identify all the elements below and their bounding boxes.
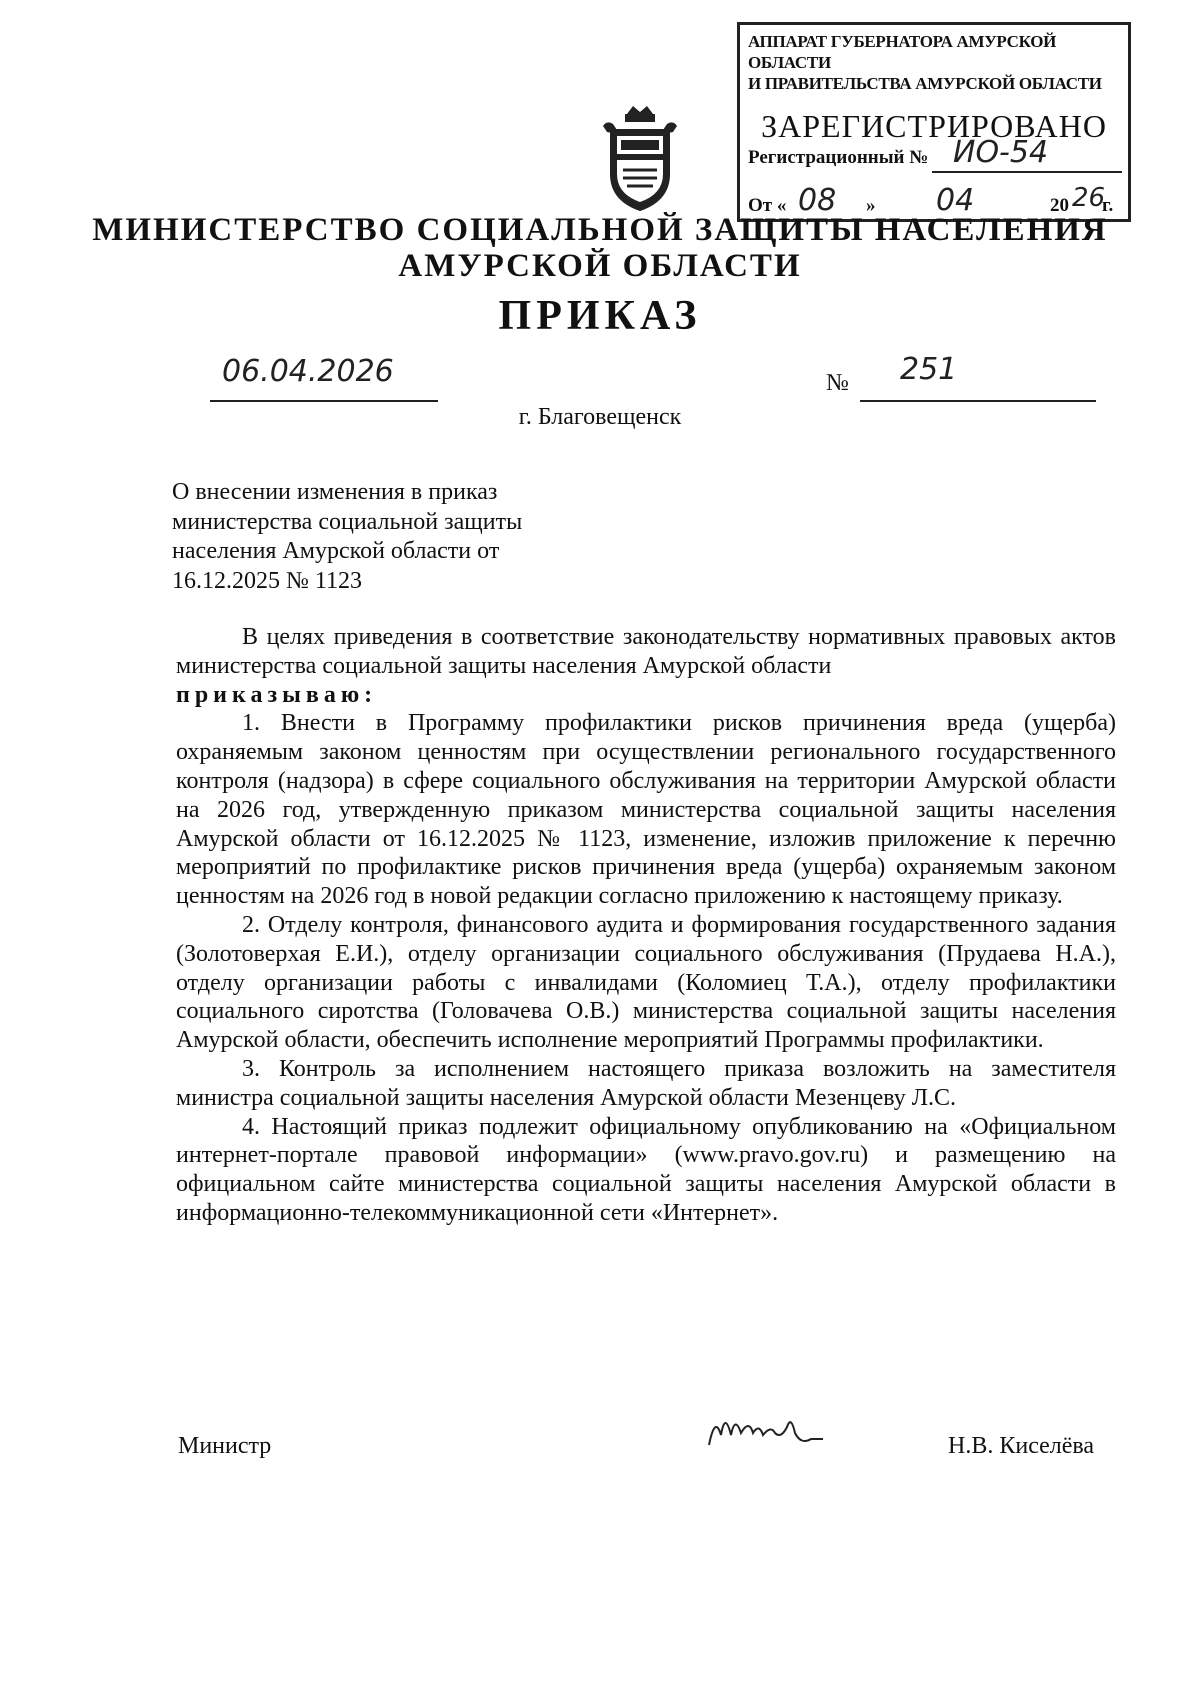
order-number: 251 — [900, 352, 958, 387]
order-item-4: 4. Настоящий приказ подлежит официальному опубликованию на «Официальном интернет-портале правовой информации» (www.pravo.gov.ru) и размещению на официальном сайте министерства социальной защиты населения Амурской области в информационно-телекоммуникационной сети «Интернет». — [176, 1113, 1116, 1226]
order-subject: О внесении изменения в приказ министерства социальной защиты населения Амурской области от 16.12.2025 № 1123 — [172, 479, 523, 594]
document-type-title: ПРИКАЗ — [498, 293, 702, 339]
order-number-field — [860, 352, 1096, 402]
number-sign: № — [826, 370, 849, 396]
stamp-date-suffix: г. — [1102, 195, 1114, 216]
stamp-date-year-prefix: 20 — [1050, 195, 1069, 216]
stamp-reg-label: Регистрационный № — [748, 147, 929, 168]
stamp-date-prefix: От « — [748, 195, 787, 216]
order-item-2: 2. Отделу контроля, финансового аудита и формирования государственного задания (Золотоверхая Е.И.), отделу организации социального обслуживания (Прудаева Н.А.), отделу организации работы с инвалидами (Коломиец Т.А.), отделу профилактики социального сиротства (Головачева О.В.) министерства социальной защиты населения Амурской области, обеспечить исполнение мероприятий Программы профилактики. — [176, 911, 1116, 1054]
signer-position: Министр — [178, 1433, 272, 1459]
order-date-field — [210, 352, 438, 402]
registration-stamp — [737, 22, 1131, 222]
preamble: В целях приведения в соответствие законодательству нормативных правовых актов министерства социальной защиты населения Амурской области — [176, 624, 1116, 679]
stamp-org-line2: И ПРАВИТЕЛЬСТВА АМУРСКОЙ ОБЛАСТИ — [748, 74, 1102, 93]
coat-of-arms-icon — [597, 104, 683, 212]
stamp-reg-row — [748, 135, 1120, 170]
stamp-org-line1: АППАРАТ ГУБЕРНАТОРА АМУРСКОЙ ОБЛАСТИ — [748, 32, 1057, 72]
order-body — [176, 623, 1116, 1228]
order-word: приказываю: — [176, 681, 378, 708]
stamp-reg-underline — [932, 171, 1122, 173]
order-item-1: 1. Внести в Программу профилактики рисков причинения вреда (ущерба) охраняемым законом ценностям при осуществлении регионального государственного контроля (надзора) в сфере социального обслуживания на территории Амурской области на 2026 год, утвержденную приказом министерства социальной защиты населения Амурской области от 16.12.2025 № 1123, изменение, изложив приложение к перечню мероприятий по профилактике рисков причинения вреда (ущерба) охраняемым законом ценностям на 2026 год в новой редакции согласно приложению к настоящему приказу. — [176, 710, 1116, 910]
signer-name: Н.В. Киселёва — [948, 1433, 1095, 1459]
order-item-3: 3. Контроль за исполнением настоящего приказа возложить на заместителя министра социальной защиты населения Амурской области Мезенцеву Л.С. — [176, 1055, 1116, 1111]
stamp-date-day: 08 — [798, 183, 837, 218]
stamp-date-mid: » — [866, 195, 876, 216]
stamp-date-month: 04 — [936, 183, 975, 218]
city: г. Благовещенск — [518, 404, 682, 430]
ministry-name-line2: АМУРСКОЙ ОБЛАСТИ — [398, 248, 802, 284]
stamp-date-year-suffix: 26 — [1072, 183, 1106, 213]
handwritten-signature — [705, 1405, 827, 1451]
stamp-title: ЗАРЕГИСТРИРОВАНО — [761, 108, 1107, 144]
order-date: 06.04.2026 — [222, 354, 394, 389]
ministry-name-line1: МИНИСТЕРСТВО СОЦИАЛЬНОЙ ЗАЩИТЫ НАСЕЛЕНИЯ — [92, 212, 1108, 248]
stamp-reg-number: ИО-54 — [953, 135, 1049, 170]
